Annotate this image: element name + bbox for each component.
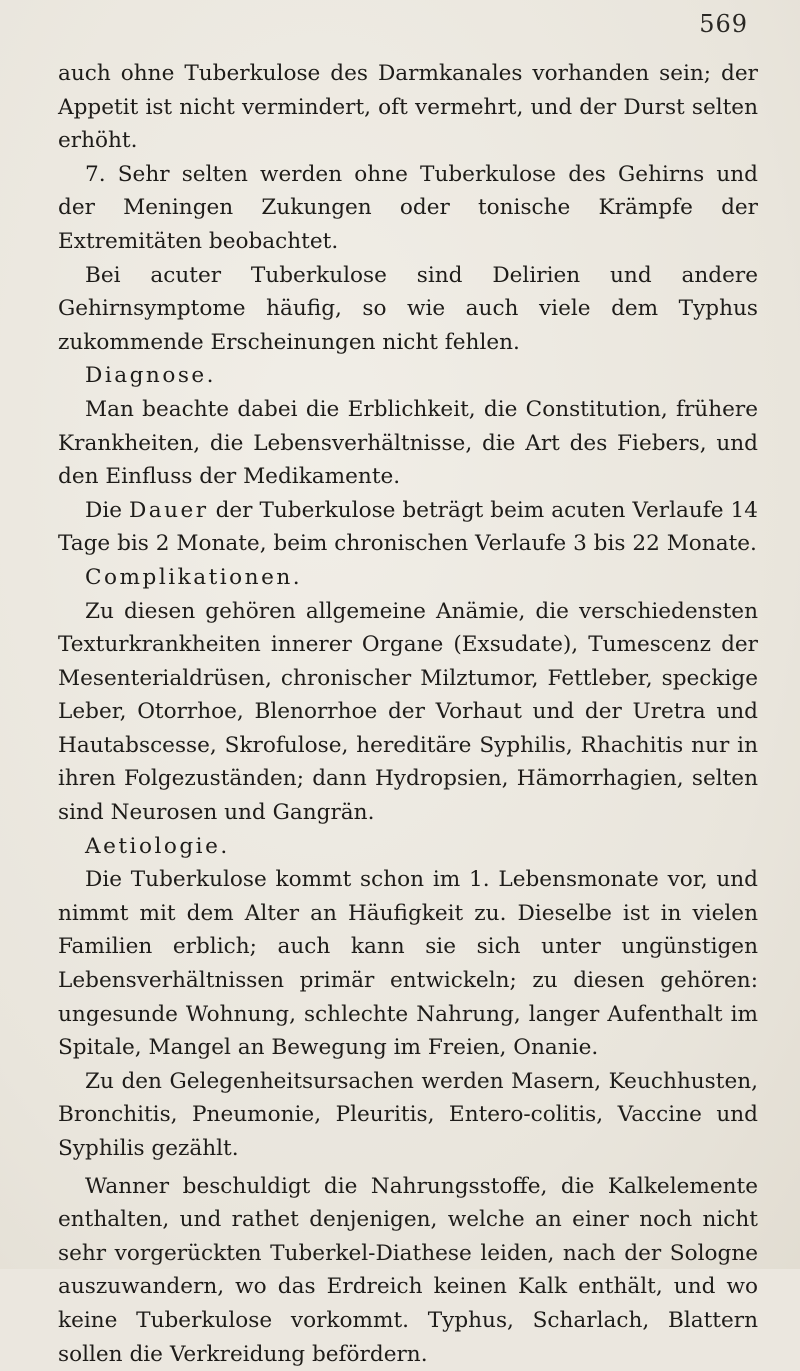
paragraph-aetiologie: Die Tuberkulose kommt schon im 1. Lebensmonate vor, und nimmt mit dem Alter an Häufigkeit zu. Dieselbe ist in vielen Familien erblich; auch kann sie sich unter ungünstigen Lebensverhältnissen primär entwickeln; zu diesen gehören: ungesunde Wohnung, schlechte Nahrung, langer Aufenthalt im Spitale, Mangel an Bewegung im Freien, Onanie.	[58, 867, 758, 1061]
paragraph-wanner: Wanner beschuldigt die Nahrungsstoffe, die Kalkelemente enthalten, und rathet denjenigen, welche an einer noch nicht sehr vorgerückten Tuberkel-Diathese leiden, nach der Sologne auszuwandern, wo das Erdreich keinen Kalk enthält, und wo keine Tuberkulose vorkommt. Typhus, Scharlach, Blattern sollen die Verkreidung befördern.	[58, 1173, 758, 1367]
heading-complikationen: Complikationen.	[85, 564, 303, 590]
page-number: 569	[699, 10, 748, 38]
paragraph-appetite: auch ohne Tuberkulose des Darmkanales vorhanden sein; der Appetit ist nicht vermindert, oft vermehrt, und der Durst selten erhöht.	[58, 61, 758, 154]
dauer-emphasis: Dauer	[128, 497, 209, 523]
paragraph-point-7: 7. Sehr selten werden ohne Tuberkulose des Gehirns und der Meningen Zukungen oder tonische Krämpfe der Extremitäten beobachtet.	[58, 161, 758, 254]
heading-aetiologie: Aetiologie.	[85, 833, 230, 859]
paragraph-dauer	[58, 494, 758, 561]
paragraph-gelegenheitsursachen: Zu den Gelegenheitsursachen werden Masern, Keuchhusten, Bronchitis, Pneumonie, Pleuritis, Entero-colitis, Vaccine und Syphilis gezählt.	[58, 1068, 758, 1161]
paragraph-diagnose: Man beachte dabei die Erblichkeit, die Constitution, frühere Krankheiten, die Lebensverhältnisse, die Art des Fiebers, und den Einfluss der Medikamente.	[58, 396, 758, 490]
paragraph-acute-tuberculosis: Bei acuter Tuberkulose sind Delirien und andere Gehirnsymptome häufig, so wie auch viele dem Typhus zukommende Erscheinungen nicht fehlen.	[58, 262, 758, 355]
dauer-lead: Die	[85, 497, 129, 523]
paragraph-complikationen: Zu diesen gehören allgemeine Anämie, die verschiedensten Texturkrankheiten innerer Organe (Exsudate), Tumescenz der Mesenterialdrüsen, chronischer Milztumor, Fettleber, speckige Leber, Otorrhoe, Blenorrhoe der Vorhaut und der Uretra und Hautabscesse, Skrofulose, hereditäre Syphilis, Rhachitis nur in ihren Folgezuständen; dann Hydropsien, Hämorrhagien, selten sind Neurosen und Gangrän.	[58, 598, 758, 826]
dauer-text: der Tuberkulose beträgt beim acuten Verlaufe 14 Tage bis 2 Monate, beim chronischen Verlaufe 3 bis 22 Monate.	[58, 497, 758, 557]
body-text	[58, 57, 758, 1371]
heading-diagnose: Diagnose.	[85, 363, 217, 389]
